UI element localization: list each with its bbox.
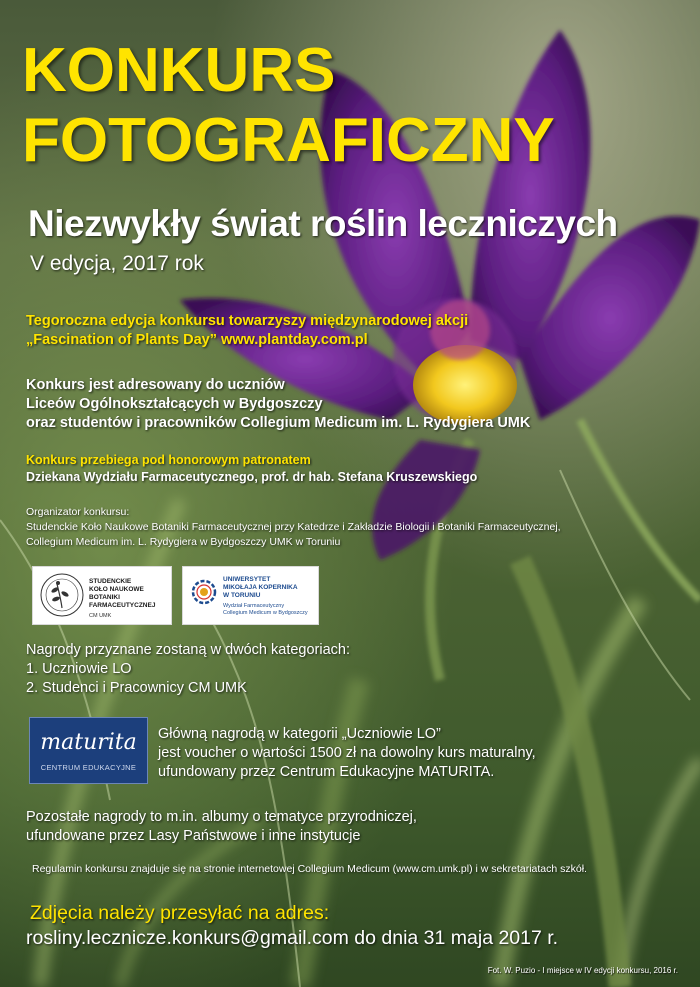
umk-logo-text: [223, 576, 298, 600]
intro-block: [26, 312, 468, 350]
patronage-line-2: Dziekana Wydziału Farmaceutycznego, prof. dr hab. Stefana Kruszewskiego: [26, 470, 478, 484]
intro-line-1: Tegoroczna edycja konkursu towarzyszy międzynarodowej akcji: [26, 313, 469, 329]
umk-emblem-icon: [191, 579, 217, 605]
umk-line-3: W TORUNIU: [223, 592, 261, 599]
maturita-logo-sub: CENTRUM EDUKACYJNE: [40, 763, 137, 772]
title-line-2: FOTOGRAFICZNY: [22, 106, 555, 175]
organizer-block: [26, 505, 561, 550]
send-label: Zdjęcia należy przesyłać na adres:: [30, 902, 330, 924]
edition: V edycja, 2017 rok: [30, 252, 204, 275]
maturita-logo: [29, 717, 148, 784]
subtitle: Niezwykły świat roślin leczniczych: [28, 203, 618, 244]
other-prizes-line-2: ufundowane przez Lasy Państwowe i inne instytucje: [26, 828, 361, 844]
main-prize-block: [158, 725, 536, 782]
skn-logo-text: [89, 578, 155, 610]
audience-block: [26, 376, 530, 433]
photo-credit: Fot. W. Puzio - I miejsce w IV edycji konkursu, 2016 r.: [487, 966, 678, 975]
patronage-block: [26, 452, 477, 486]
umk-sub-line-1: Wydział Farmaceutyczny: [223, 603, 285, 609]
category-2: 2. Studenci i Pracownicy CM UMK: [26, 680, 247, 696]
umk-line-2: MIKOŁAJA KOPERNIKA: [223, 584, 298, 591]
skn-line-3: BOTANIKI: [89, 594, 120, 601]
rules-text: Regulamin konkursu znajduje się na stronie internetowej Collegium Medicum (www.cm.umk.pl) i w sekretariatach szkół.: [32, 863, 587, 875]
umk-logo: [182, 566, 319, 625]
main-prize-line-3: ufundowany przez Centrum Edukacyjne MATURITA.: [158, 764, 495, 780]
skn-line-2: KOŁO NAUKOWE: [89, 586, 144, 593]
intro-line-2: „Fascination of Plants Day” www.plantday.com.pl: [26, 332, 368, 348]
umk-sub-line-2: Collegium Medicum w Bydgoszczy: [223, 610, 308, 616]
send-address: rosliny.lecznicze.konkurs@gmail.com do dnia 31 maja 2017 r.: [26, 927, 559, 949]
skn-logo-sub: CM UMK: [89, 613, 112, 619]
skn-line-1: STUDENCKIE: [89, 578, 132, 585]
skn-seal-icon: [39, 572, 85, 618]
prizes-block: [26, 641, 350, 698]
umk-line-1: UNIWERSYTET: [223, 576, 271, 583]
umk-logo-sub: [223, 603, 308, 617]
other-prizes-line-1: Pozostałe nagrody to m.in. albumy o tematyce przyrodniczej,: [26, 809, 417, 825]
skn-logo: [32, 566, 172, 625]
title-line-1: KONKURS: [22, 36, 336, 105]
audience-line-2: Liceów Ogólnokształcących w Bydgoszczy: [26, 396, 323, 412]
main-prize-line-1: Główną nagrodą w kategorii „Uczniowie LO”: [158, 726, 441, 742]
audience-line-1: Konkurs jest adresowany do uczniów: [26, 377, 285, 393]
category-1: 1. Uczniowie LO: [26, 661, 132, 677]
maturita-logo-name: maturita: [40, 730, 137, 755]
organizer-label: Organizator konkursu:: [26, 506, 130, 518]
skn-line-4: FARMACEUTYCZNEJ: [89, 602, 156, 609]
audience-line-3: oraz studentów i pracowników Collegium Medicum im. L. Rydygiera UMK: [26, 415, 531, 431]
organizer-line-1: Studenckie Koło Naukowe Botaniki Farmaceutycznej przy Katedrze i Zakładzie Biologii i Botaniki Farmaceutycznej,: [26, 521, 561, 533]
other-prizes-block: [26, 808, 417, 846]
organizer-line-2: Collegium Medicum im. L. Rydygiera w Bydgoszczy UMK w Toruniu: [26, 536, 341, 548]
main-prize-line-2: jest voucher o wartości 1500 zł na dowolny kurs maturalny,: [158, 745, 536, 761]
prizes-intro: Nagrody przyznane zostaną w dwóch kategoriach:: [26, 642, 351, 658]
patronage-line-1: Konkurs przebiega pod honorowym patronatem: [26, 453, 311, 467]
